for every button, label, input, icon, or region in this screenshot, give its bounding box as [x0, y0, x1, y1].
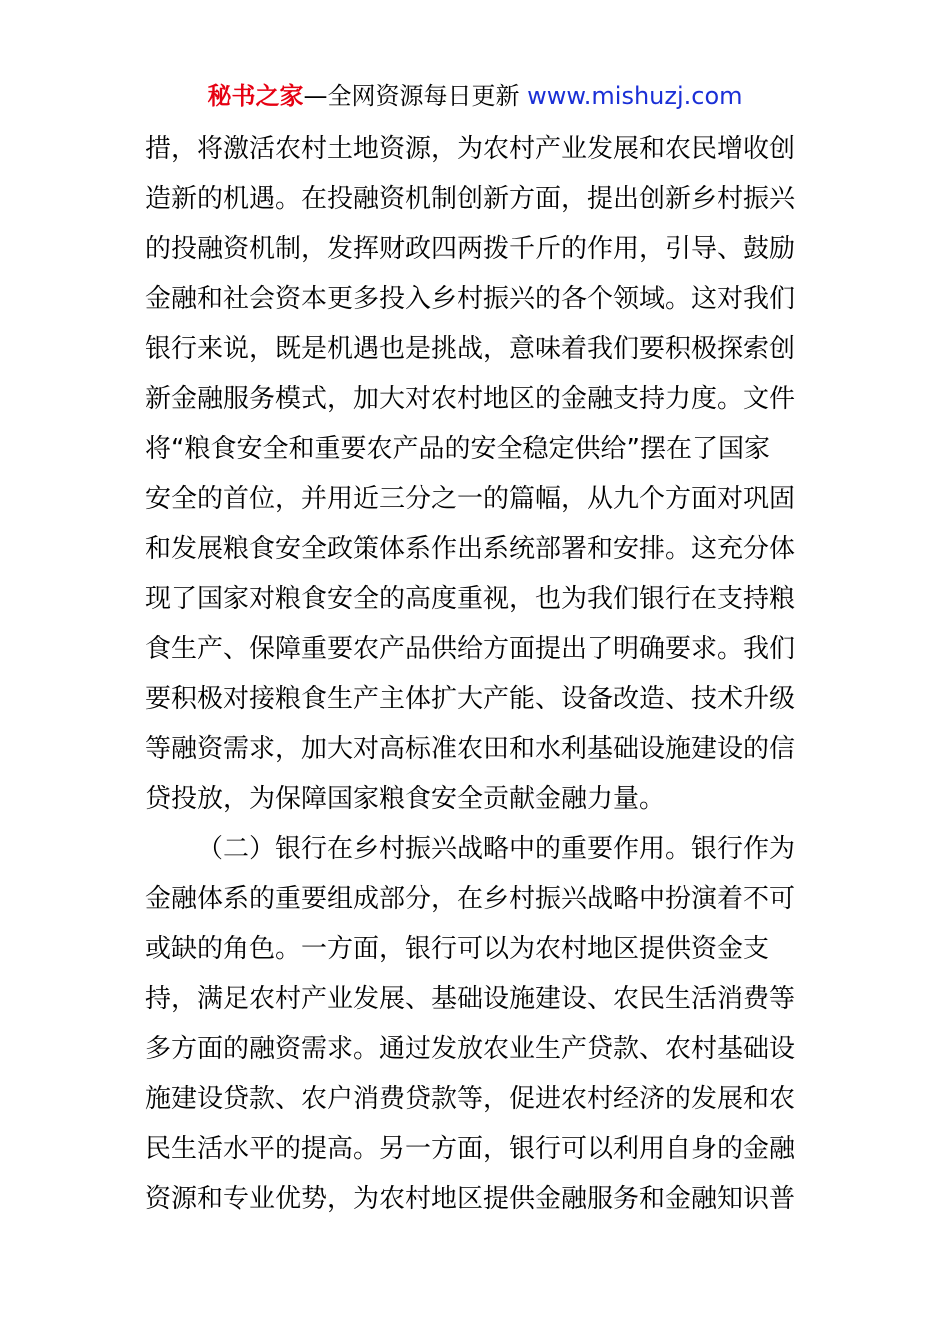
text-line: 等融资需求，加大对高标准农田和水利基础设施建设的信	[145, 734, 796, 764]
site-url-link[interactable]: www.mishuzj.com	[527, 82, 743, 110]
text-line: 多方面的融资需求。通过发放农业生产贷款、农村基础设	[145, 1034, 796, 1064]
text-line: 和发展粮食安全政策体系作出系统部署和安排。这充分体	[145, 534, 796, 564]
text-line: 金融体系的重要组成部分，在乡村振兴战略中扮演着不可	[145, 884, 796, 914]
section-heading-line: （二）银行在乡村振兴战略中的重要作用。银行作为	[197, 834, 796, 864]
site-brand: 秘书之家	[207, 82, 304, 110]
site-tagline: —全网资源每日更新	[303, 82, 528, 110]
text-line: 贷投放，为保障国家粮食安全贡献金融力量。	[145, 784, 666, 814]
text-line: 新金融服务模式，加大对农村地区的金融支持力度。文件	[145, 384, 796, 414]
text-line: 民生活水平的提高。另一方面，银行可以利用自身的金融	[145, 1134, 796, 1164]
site-header	[0, 80, 950, 112]
document-body	[145, 124, 807, 1224]
text-line: 或缺的角色。一方面，银行可以为农村地区提供资金支	[145, 934, 770, 964]
text-line: 食生产、保障重要农产品供给方面提出了明确要求。我们	[145, 634, 796, 664]
text-line: 措，将激活农村土地资源，为农村产业发展和农民增收创	[145, 134, 796, 164]
text-line: 银行来说，既是机遇也是挑战，意味着我们要积极探索创	[145, 334, 796, 364]
text-line: 金融和社会资本更多投入乡村振兴的各个领域。这对我们	[145, 284, 796, 314]
text-line: 持，满足农村产业发展、基础设施建设、农民生活消费等	[145, 984, 796, 1014]
text-line: 现了国家对粮食安全的高度重视，也为我们银行在支持粮	[145, 584, 796, 614]
text-line: 造新的机遇。在投融资机制创新方面，提出创新乡村振兴	[145, 184, 796, 214]
text-line: 资源和专业优势，为农村地区提供金融服务和金融知识普	[145, 1184, 796, 1214]
text-line: 将“粮食安全和重要农产品的安全稳定供给”摆在了国家	[145, 434, 770, 464]
text-line: 安全的首位，并用近三分之一的篇幅，从九个方面对巩固	[145, 484, 796, 514]
text-line: 要积极对接粮食生产主体扩大产能、设备改造、技术升级	[145, 684, 796, 714]
text-line: 的投融资机制，发挥财政四两拨千斤的作用，引导、鼓励	[145, 234, 796, 264]
text-line: 施建设贷款、农户消费贷款等，促进农村经济的发展和农	[145, 1084, 796, 1114]
